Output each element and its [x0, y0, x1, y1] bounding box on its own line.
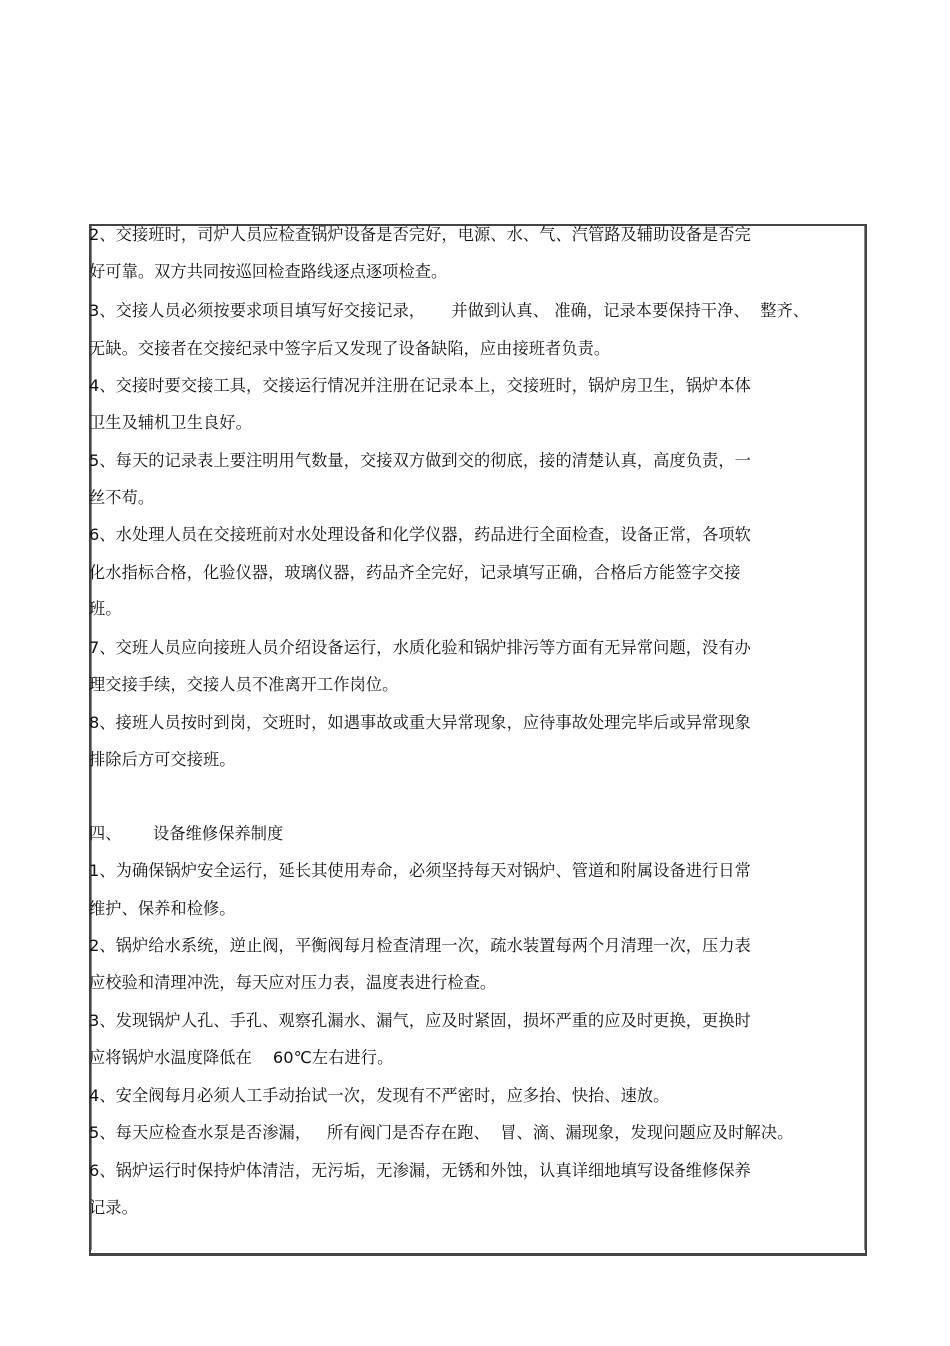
text-line-14: 8、接班人员按时到岗，交班时，如遇事故或重大异常现象，应待事故处理完毕后或异常现象 — [89, 713, 751, 732]
text-line-21: 3、发现锅炉人孔、手孔、观察孔漏水、漏气，应及时紧固，损坏严重的应及时更换，更换时 — [89, 1011, 751, 1030]
text-line-22: 应将锅炉水温度降低在 60℃左右进行。 — [89, 1048, 394, 1067]
text-line-11: 班。 — [89, 599, 122, 618]
text-line-15: 排除后方可交接班。 — [89, 750, 236, 769]
text-line-24: 5、每天应检查水泵是否渗漏， 所有阀门是否存在跑、 冒、滴、漏现象，发现问题应及时解决。 — [89, 1123, 794, 1142]
text-line-3: 3、交接人员必须按要求项目填写好交接记录， 并做到认真、 准确，记录本要保持干净、 整齐、 — [89, 301, 810, 320]
text-line-13: 理交接手续，交接人员不准离开工作岗位。 — [89, 675, 399, 694]
text-line-23: 4、安全阀每月必须人工手动抬试一次，发现有不严密时，应多抬、快抬、速放。 — [89, 1086, 670, 1105]
text-line-17: 1、为确保锅炉安全运行，延长其使用寿命，必须坚持每天对锅炉、管道和附属设备进行日常 — [89, 861, 751, 880]
text-line-8: 丝不苟。 — [89, 488, 155, 507]
text-line-4: 无缺。交接者在交接纪录中签字后又发现了设备缺陷，应由接班者负责。 — [89, 339, 611, 358]
text-line-6: 卫生及辅机卫生良好。 — [89, 413, 252, 432]
text-line-19: 2、锅炉给水系统，逆止阀，平衡阀每月检查清理一次，疏水装置每两个月清理一次，压力表 — [89, 936, 751, 955]
text-line-26: 记录。 — [89, 1198, 138, 1217]
text-line-7: 5、每天的记录表上要注明用气数量，交接双方做到交的彻底，接的清楚认真，高度负责，一 — [89, 451, 751, 470]
text-line-25: 6、锅炉运行时保持炉体清洁，无污垢，无渗漏，无锈和外蚀，认真详细地填写设备维修保养 — [89, 1161, 751, 1180]
text-line-1: 2、交接班时，司炉人员应检查锅炉设备是否完好，电源、水、气、汽管路及辅助设备是否完 — [89, 225, 751, 244]
text-line-12: 7、交班人员应向接班人员介绍设备运行，水质化验和锅炉排污等方面有无异常问题，没有办 — [89, 638, 751, 657]
text-line-18: 维护、保养和检修。 — [89, 899, 236, 918]
text-line-10: 化水指标合格，化验仪器，玻璃仪器，药品齐全完好，记录填写正确，合格后方能签字交接 — [89, 563, 741, 582]
text-line-20: 应校验和清理冲洗，每天应对压力表，温度表进行检查。 — [89, 973, 497, 992]
section-heading: 四、 设备维修保养制度 — [89, 824, 284, 843]
text-line-2: 好可靠。双方共同按巡回检查路线逐点逐项检查。 — [89, 262, 448, 281]
text-line-5: 4、交接时要交接工具，交接运行情况并注册在记录本上，交接班时，锅炉房卫生，锅炉本体 — [89, 376, 751, 395]
text-line-9: 6、水处理人员在交接班前对水处理设备和化学仪器，药品进行全面检查，设备正常，各项软 — [89, 525, 751, 544]
